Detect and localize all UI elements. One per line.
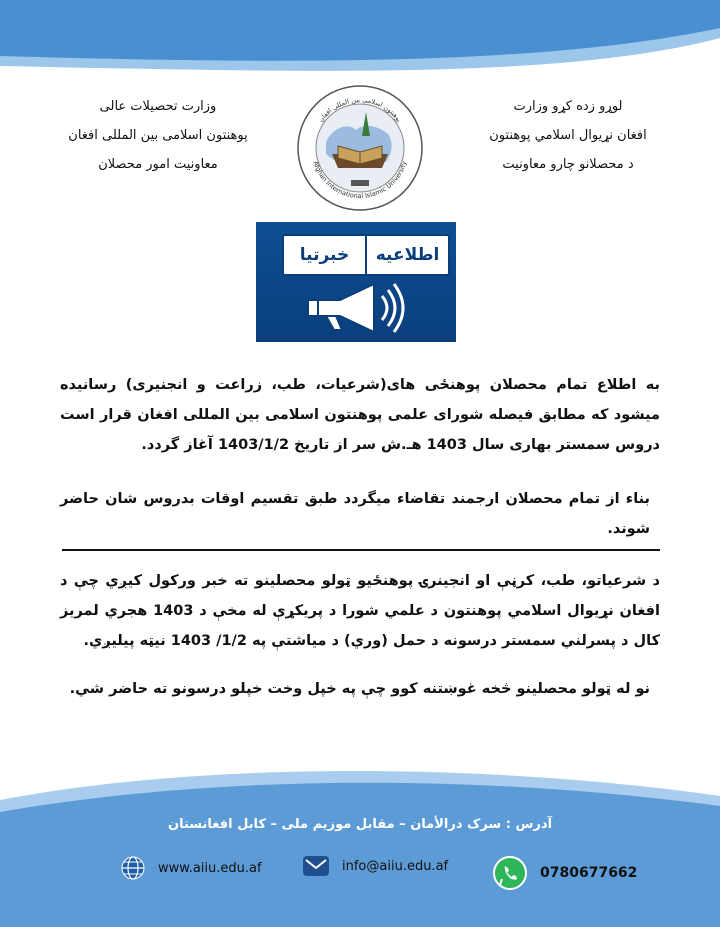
ministry-name-dari: وزارت تحصیلات عالی: [99, 99, 217, 114]
whatsapp-icon: [492, 855, 528, 891]
university-name-dari: پوهنتون اسلامی بین المللی افغان: [68, 128, 248, 143]
footer-band: [0, 760, 720, 927]
header-pashto: [458, 92, 678, 179]
website-link[interactable]: www.aiiu.edu.af: [158, 860, 262, 876]
phone-number[interactable]: 0780677662: [540, 865, 638, 881]
footer-address: آدرس : سرک درالأمان – مقابل موزیم ملی – کابل افغانستان: [167, 817, 553, 832]
request-pashto-paragraph: نو له ټولو محصلینو څخه غوښتنه کوو چې په خپل وخت خپلو درسونو ته حاضر شي.: [69, 681, 650, 697]
announcement-title-box: [282, 234, 450, 276]
banner-word-pashto: خبرتیا: [299, 245, 350, 265]
banner-word-dari: اطلاعیه: [365, 236, 448, 274]
megaphone-icon: [296, 278, 416, 338]
envelope-icon: [302, 855, 330, 877]
department-name-pashto: د محصلانو چارو معاونیت: [502, 157, 634, 172]
footer-phone[interactable]: [492, 855, 637, 891]
logo-text-english: Afghan International Islamic University: [311, 160, 409, 201]
announcement-pashto-paragraph: د شرعیاتو، طب، کرڼې او انجینرۍ پوهنځیو ټولو محصلینو ته خبر ورکول کیږي چې د افغان نړیوال اسلامي پوهنتون د علمي شورا د پریکړې له مخې د 1403 هجري لمریز کال د پسرلني سمستر درسونه د حمل (وري) د میاشتې په 1/2/ 1403 نیټه پیلیږي.: [60, 573, 660, 649]
header-dari: [48, 92, 268, 179]
ministry-name-pashto: لوړو زده کړو وزارت: [513, 99, 623, 114]
footer-website[interactable]: [120, 855, 262, 881]
globe-icon: [120, 855, 146, 881]
university-name-pashto: افغان نړیوال اسلامي پوهنتون: [489, 128, 647, 143]
email-link[interactable]: info@aiiu.edu.af: [342, 858, 449, 874]
footer-email[interactable]: [302, 855, 448, 877]
announcement-dari-paragraph: به اطلاع تمام محصلان پوهنځی های(شرعیات، طب، زراعت و انجنیری) رسانیده میشود که مطابق فیصله شورای علمی پوهنتون اسلامی بین المللی افغان قرار است دروس سمستر بهاری سال 1403 هـ.ش سر از تاریخ 1403/1/2 آغاز گردد.: [60, 377, 660, 453]
department-name-dari: معاونیت امور محصلان: [98, 157, 218, 172]
request-dari-paragraph: بناء از تمام محصلان ارجمند تقاضاء میگردد طبق تقسیم اوقات بدروس شان حاضر شوند.: [60, 491, 650, 537]
section-divider: [62, 549, 660, 551]
announcement-banner: [256, 222, 456, 342]
university-seal-icon: [296, 84, 424, 212]
top-header-band: [0, 0, 720, 80]
logo-text-local: پوهنتون اسلامی بین المللی افغان: [316, 95, 404, 124]
